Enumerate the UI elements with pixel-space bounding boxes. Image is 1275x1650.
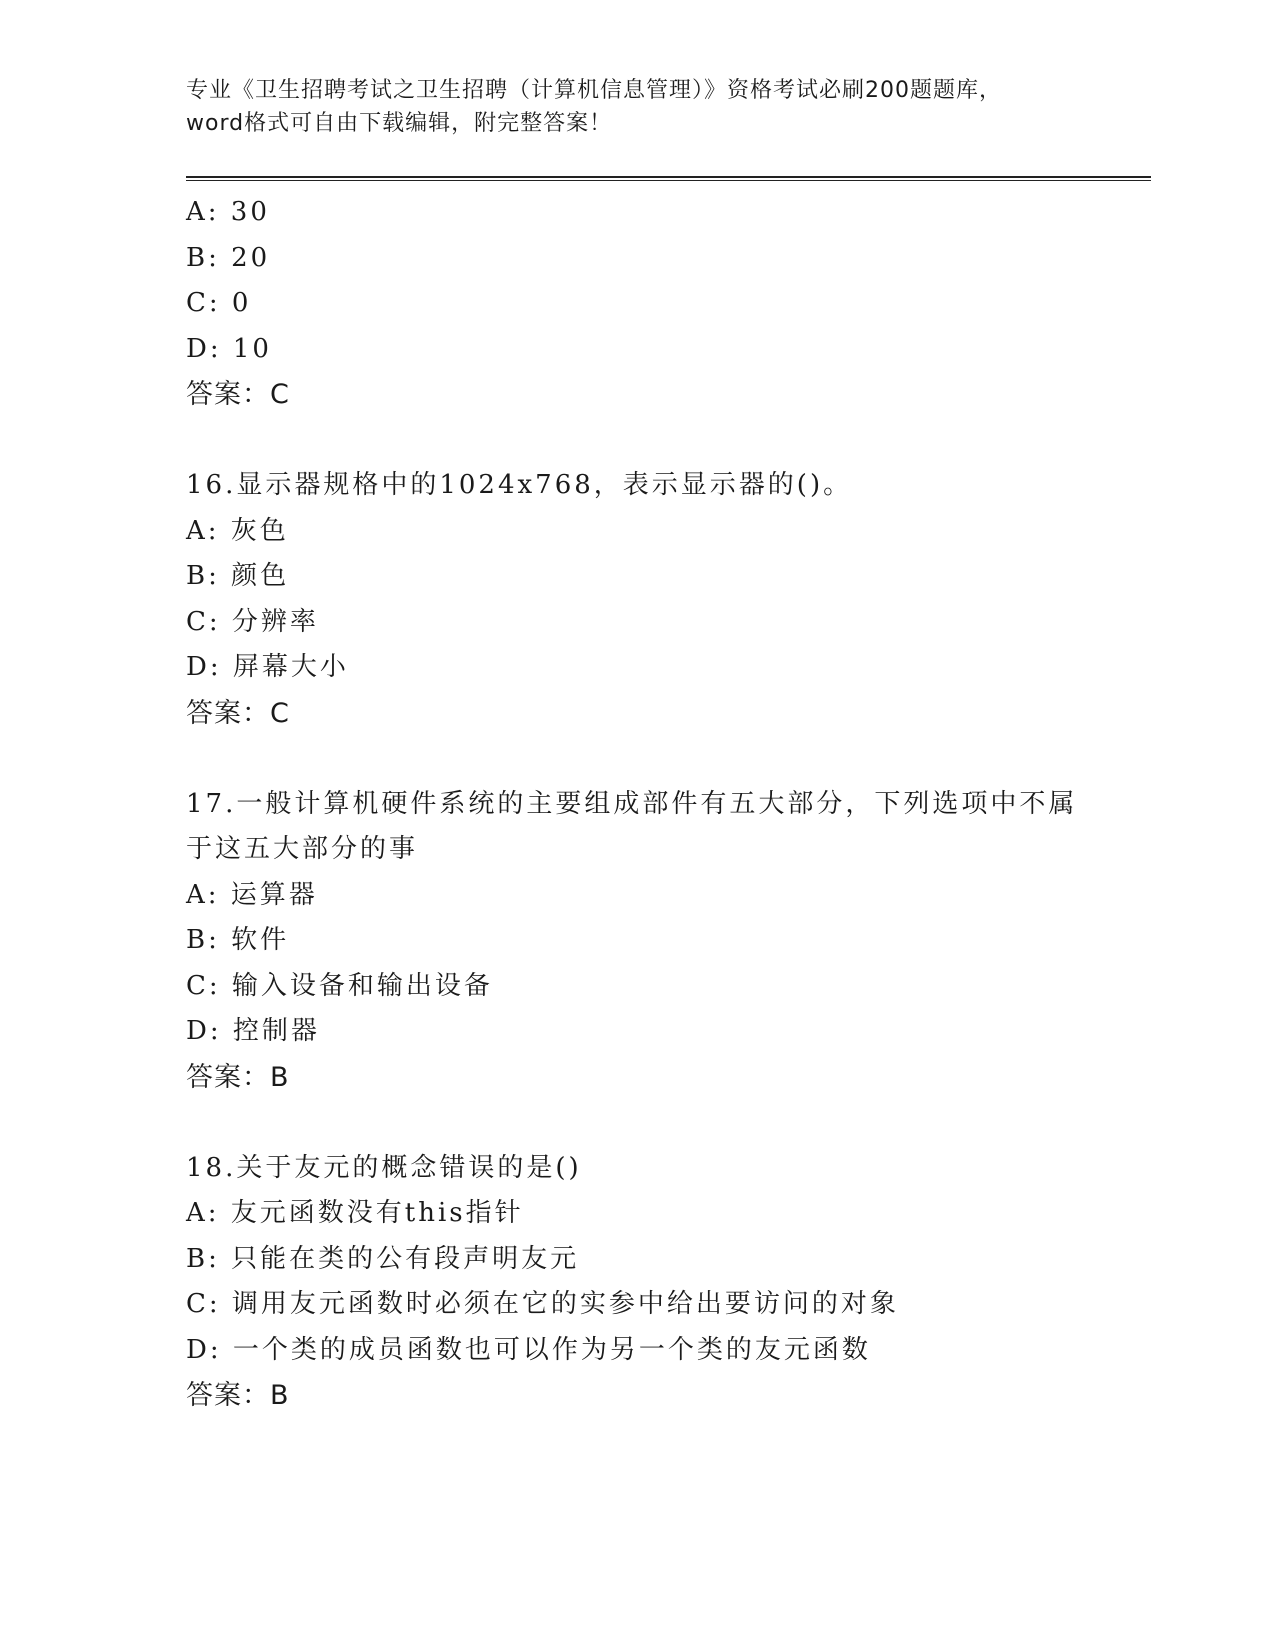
header-line-2: word格式可自由下载编辑，附完整答案！: [186, 111, 613, 136]
answer: 答案：B: [186, 1380, 290, 1411]
option-a: A: 运算器: [186, 879, 318, 910]
question-stem-line-2: 于这五大部分的事: [186, 834, 419, 864]
option-d: D: 控制器: [186, 1016, 320, 1046]
question-16: [186, 463, 1086, 736]
option-a: A: 友元函数没有this指针: [186, 1198, 524, 1228]
header-line-1: 专业《卫生招聘考试之卫生招聘（计算机信息管理）》资格考试必刷200题题库，: [186, 78, 1002, 103]
option-b: B: 软件: [186, 925, 290, 955]
question-15: [186, 190, 1086, 418]
option-c: C: 输入设备和输出设备: [186, 970, 493, 1001]
question-stem: 18.关于友元的概念错误的是(): [186, 1152, 582, 1183]
question-stem: 16.显示器规格中的1024x768，表示显示器的()。: [186, 470, 853, 500]
question-stem-line-1: 17.一般计算机硬件系统的主要组成部件有五大部分，下列选项中不属: [186, 788, 1078, 819]
option-c: C: 调用友元函数时必须在它的实参中给出要访问的对象: [186, 1289, 899, 1319]
document-header: [186, 74, 1086, 140]
question-17: [186, 782, 1086, 1101]
question-list: [186, 190, 1086, 1419]
option-d: D: 一个类的成员函数也可以作为另一个类的友元函数: [186, 1334, 871, 1365]
answer: 答案：B: [186, 1061, 290, 1093]
answer: 答案：C: [186, 697, 290, 729]
option-d: D: 10: [186, 333, 272, 364]
option-d: D: 屏幕大小: [186, 652, 349, 682]
option-c: C: 0: [186, 288, 252, 318]
option-a: A: 灰色: [186, 515, 289, 546]
option-c: C: 分辨率: [186, 606, 319, 637]
answer: 答案：C: [186, 379, 290, 410]
option-b: B: 20: [186, 242, 271, 273]
option-b: B: 颜色: [186, 561, 290, 591]
option-b: B: 只能在类的公有段声明友元: [186, 1243, 580, 1274]
header-rule-bottom: [186, 180, 1151, 181]
question-18: [186, 1146, 1086, 1419]
header-rule-top: [186, 176, 1151, 178]
option-a: A: 30: [186, 197, 270, 227]
